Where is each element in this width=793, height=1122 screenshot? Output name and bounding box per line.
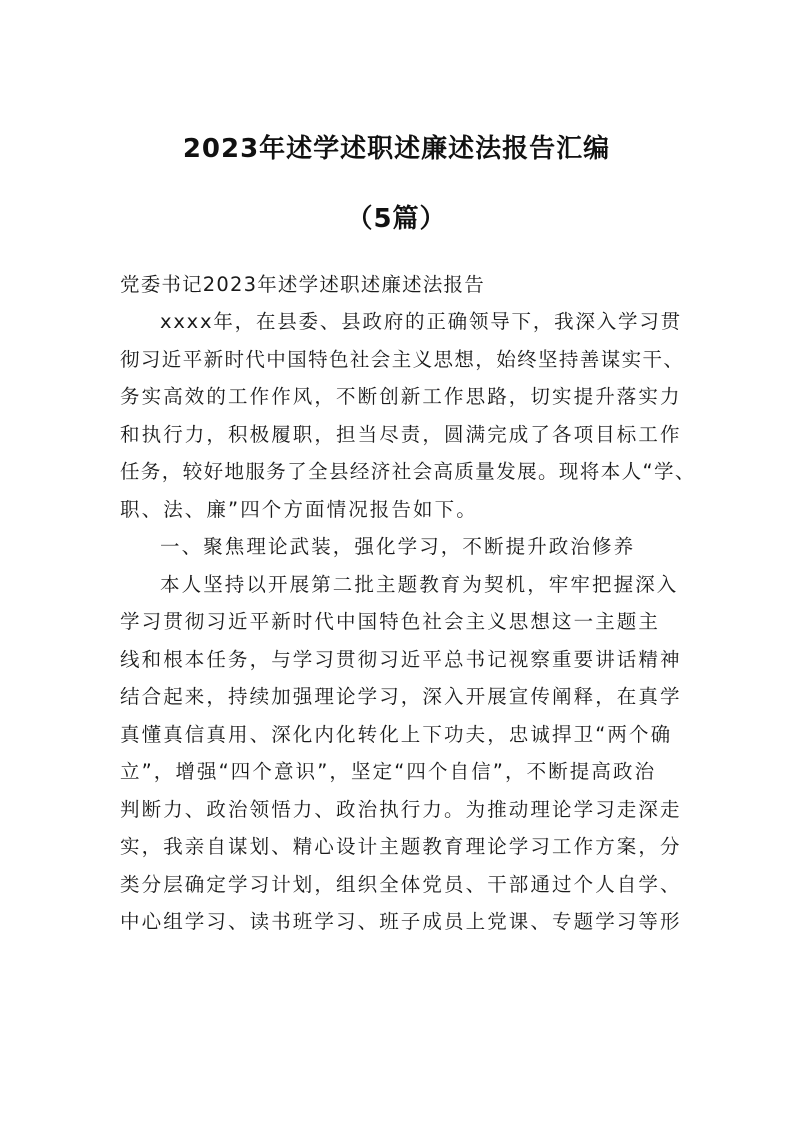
paragraph-line: 结合起来，持续加强理论学习，深入开展宣传阐释，在真学 [120,685,682,708]
paragraph-line: 本人坚持以开展第二批主题教育为契机，牢牢把握深入 [160,573,679,596]
paragraph-line: 类分层确定学习计划，组织全体党员、干部通过个人自学、 [120,873,682,896]
document-title: 2023年述学述职述廉述法报告汇编 [182,134,611,164]
paragraph-line: 务实高效的工作作风，不断创新工作思路，切实提升落实力 [120,385,682,408]
section-heading: 党委书记2023年述学述职述廉述法报告 [120,273,485,296]
paragraph-line: 学习贯彻习近平新时代中国特色社会主义思想这一主题主 [120,610,661,633]
document-subtitle: （5篇） [346,204,447,234]
paragraph-line: 任务，较好地服务了全县经济社会高质量发展。现将本人“学、 [120,460,696,483]
paragraph-line: xxxx年，在县委、县政府的正确领导下，我深入学习贯 [160,310,682,333]
paragraph-line: 实，我亲自谋划、精心设计主题教育理论学习工作方案，分 [120,835,682,858]
paragraph-line: 真懂真信真用、深化内化转化上下功夫，忠诚捍卫“两个确 [120,723,673,746]
paragraph-line: 判断力、政治领悟力、政治执行力。为推动理论学习走深走 [120,798,682,821]
section-subheading: 一、聚焦理论武装，强化学习，不断提升政治修养 [160,535,636,558]
paragraph-line: 中心组学习、读书班学习、班子成员上党课、专题学习等形 [120,910,682,933]
paragraph-line: 职、法、廉”四个方面情况报告如下。 [120,498,478,521]
paragraph-line: 彻习近平新时代中国特色社会主义思想，始终坚持善谋实干、 [120,348,685,371]
paragraph-line: 立”，增强“四个意识”，坚定“四个自信”，不断提高政治 [120,760,657,783]
paragraph-line: 线和根本任务，与学习贯彻习近平总书记视察重要讲话精神 [120,648,682,671]
paragraph-line: 和执行力，积极履职，担当尽责，圆满完成了各项目标工作 [120,423,682,446]
